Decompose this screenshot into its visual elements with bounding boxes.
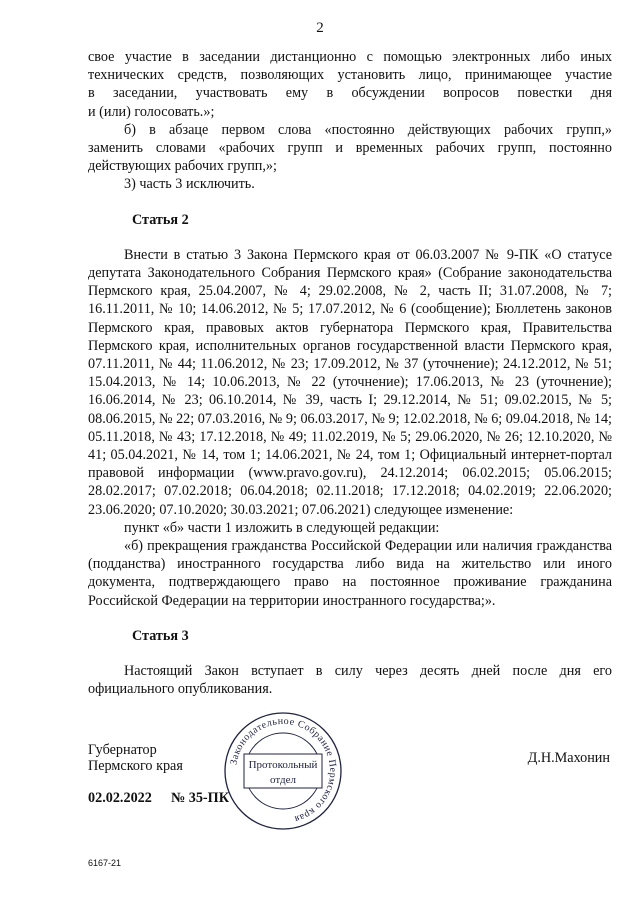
page-number: 2 [316, 20, 324, 36]
paragraph-line: в заседании, участвовать ему в обсуждении вопросов повестки дня [88, 85, 612, 102]
paragraph-line: и (или) голосовать.»; [88, 103, 215, 120]
stamp-center-line: отдел [270, 774, 296, 786]
footer-code: 6167-21 [88, 858, 122, 868]
article-3-text: Настоящий Закон вступает в силу через десять дней после дня его официального опубликования. [88, 663, 612, 698]
article-2-intro: Внести в статью 3 Закона Пермского края от 06.03.2007 № 9-ПК «О статусе депутата Законодательного Собрания Пермского края» (Собрание законодательства Пермского края, 25.04.2007, № 4; 29.02.2008, № 2, часть II; 31.07.2008, № 7; 16.11.2011, № 10; 14.06.2012, № 5; 17.07.2012, № 6 (сообщение); Бюллетень законов Пермского края, правовых актов губернатора Пермского края, Правительства Пермского края, исполнительных органов государственной власти Пермского края, 07.11.2011, № 44; 11.06.2012, № 23; 17.09.2012, № 37 (уточнение); 24.12.2012, № 51; 15.04.2013, № 14; 10.06.2013, № 22 (уточнение); 17.06.2013, № 23 (уточнение); 16.06.2014, № 23; 06.10.2014, № 39, часть I; 29.12.2014, № 51; 09.02.2015, № 5; 08.06.2015, № 22; 07.03.2016, № 9; 06.03.2017, № 9; 12.02.2018, № 6; 09.04.2018, № 14; 05.11.2018, № 43; 17.12.2018, № 49; 11.02.2019, № 5; 29.06.2020, № 26; 12.10.2020, № 41; 05.04.2021, № 14, том 1; 14.06.2021, № 24, том 1; Официальный интернет-портал правовой информации (www.pravo.gov.ru), 24.12.2014; 06.02.2015; 05.06.2015; 28.02.2017; 07.02.2018; 06.04.2018; 02.11.2018; 17.12.2018; 04.02.2019; 22.06.2020; 23.06.2020; 07.10.2020; 30.03.2021; 07.06.2021) следующее изменение: [88, 246, 612, 518]
article-2-point: пункт «б» части 1 изложить в следующей редакции: [124, 519, 440, 536]
article-2-quote: «б) прекращения гражданства Российской Федерации или наличия гражданства (подданства) иностранного государства либо вида на жительство или иного документа, подтверждающего право на постоянное проживание гражданина Российской Федерации на территории иностранного государства;». [88, 538, 612, 609]
paragraph-line: заменить словами «рабочих групп и временных рабочих групп, постоянно [88, 140, 612, 157]
paragraph-line: действующих рабочих групп,»; [88, 158, 277, 175]
law-date: 02.02.2022 [88, 790, 152, 806]
signatory-title [88, 742, 183, 774]
article-2-heading: Статья 2 [132, 211, 189, 228]
signatory-name: Д.Н.Махонин [527, 750, 610, 766]
law-number: № 35-ПК [170, 790, 229, 806]
stamp-center-line: Протокольный [248, 759, 318, 771]
signatory-title-line: Губернатор [88, 742, 157, 758]
paragraph-line: 3) часть 3 исключить. [124, 176, 255, 193]
article-3-heading: Статья 3 [132, 627, 189, 644]
protocol-department-stamp [222, 710, 344, 832]
paragraph-line: б) в абзаце первом слова «постоянно действующих рабочих групп,» [124, 121, 612, 138]
law-registration [88, 790, 229, 807]
signatory-title-line: Пермского края [88, 758, 183, 774]
document-body [88, 48, 612, 699]
stamp-ring-text: Законодательное Собрание Пермского края [228, 715, 339, 825]
paragraph-line: технических средств, позволяющих установить лицо, принимающее участие [88, 67, 612, 84]
paragraph-line: свое участие в заседании дистанционно с помощью электронных либо иных [88, 49, 612, 65]
